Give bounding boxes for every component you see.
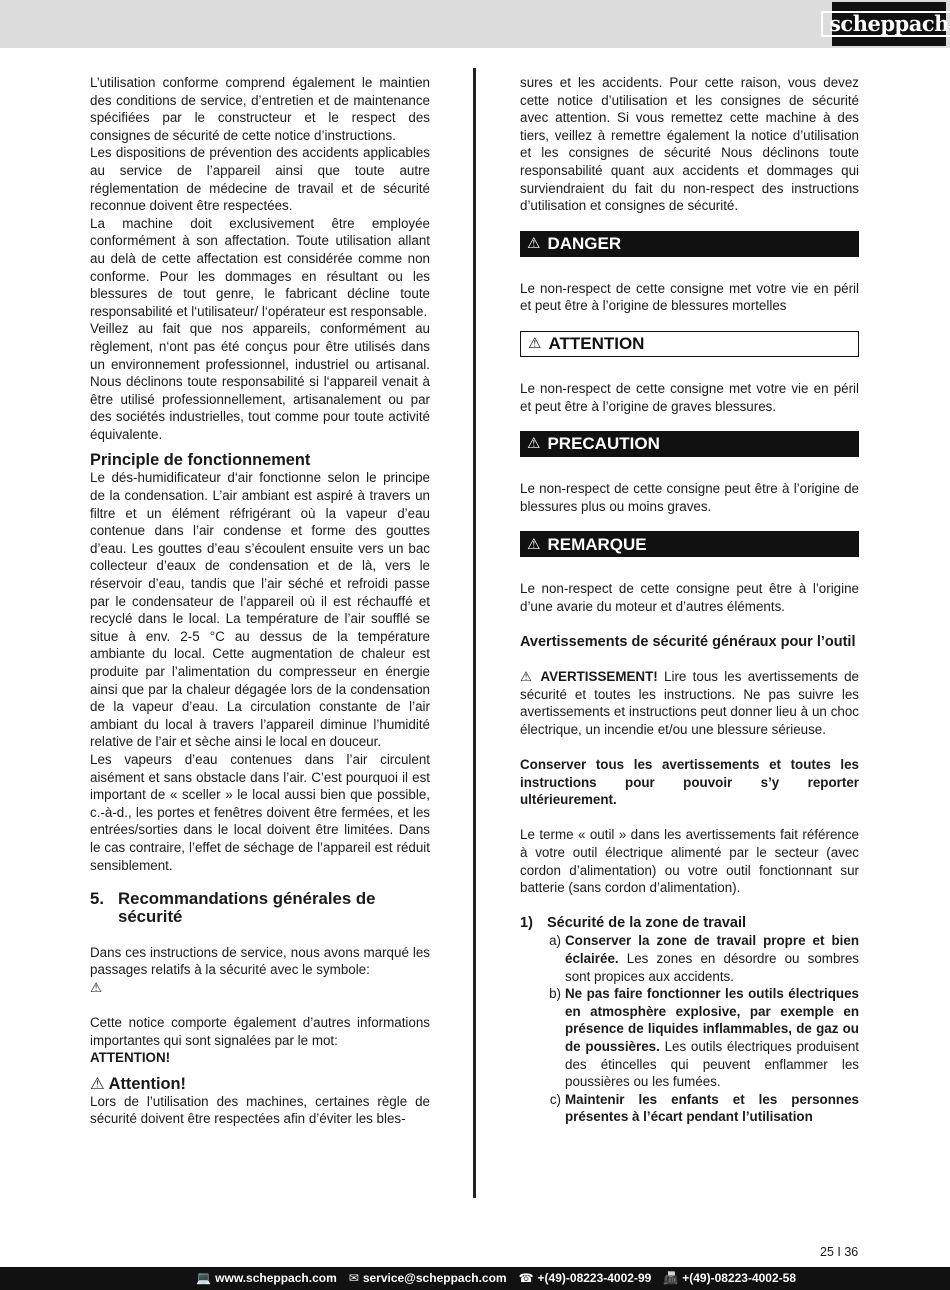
left-column bbox=[90, 74, 430, 1128]
attention-label: ATTENTION bbox=[548, 334, 645, 354]
paragraph: Le non-respect de cette consigne met votre vie en péril et peut être à l’origine de blessures mortelles bbox=[520, 280, 859, 314]
list-letter: c) bbox=[549, 1091, 561, 1107]
paragraph: Le non-respect de cette consigne met votre vie en péril et peut être à l’origine de graves blessures. bbox=[520, 380, 859, 414]
list-letter: a) bbox=[549, 933, 561, 949]
paragraph: Le non-respect de cette consigne peut être à l’origine d’une avarie du moteur et d’autres éléments. bbox=[520, 581, 859, 614]
column-divider bbox=[473, 68, 476, 1198]
danger-label: DANGER bbox=[547, 233, 622, 253]
remarque-label: REMARQUE bbox=[547, 534, 647, 554]
header-band bbox=[0, 0, 950, 48]
paragraph: L’utilisation conforme comprend également le maintien des conditions de service, d’entretien et de maintenance spécifiées par le constructeur et le respect des consignes de sécurité de cette notice d’instructions. bbox=[90, 75, 430, 143]
footer-website[interactable] bbox=[196, 1270, 337, 1288]
list-item bbox=[520, 932, 859, 985]
heading-attention: ⚠ Attention! bbox=[90, 1074, 187, 1093]
warning-icon: ⚠ bbox=[527, 234, 541, 252]
list-item bbox=[520, 985, 859, 1091]
heading-principle: Principle de fonctionnement bbox=[90, 451, 311, 470]
paragraph: sures et les accidents. Pour cette raison, vous devez cette notice d’utilisation et les consignes de sécurité avec attention. Si vous remettez cette machine à des tiers, veillez à remettre également la notice d’utilisation et les consignes de sécurité Nous déclinons toute responsabilité quant aux accidents et dommages qui surviendraient du fait du non-respect des instructions d’utilisation et consignes de sécurité. bbox=[520, 75, 859, 214]
warning-icon: ⚠ bbox=[527, 535, 541, 553]
section-title-text: Recommandations générales de sécurité bbox=[118, 889, 376, 927]
paragraph: Veillez au fait que nos appareils, conformément au règlement, n‘ont pas été conçus pour être utilisés dans un environnement professionnel, industriel ou artisanal. Nous déclinons toute responsabilité si l‘appareil venait à être utilisé professionnellement, artisanalement ou par des sociétés industrielles, tout comme pour toute activité équivalente. bbox=[90, 321, 430, 442]
section-5-title bbox=[90, 890, 430, 926]
heading-general-warnings: Avertissements de sécurité généraux pour l’outil bbox=[520, 633, 856, 650]
remarque-box bbox=[520, 531, 859, 557]
list-body bbox=[565, 932, 859, 985]
phone-icon: ☎ bbox=[518, 1270, 534, 1285]
precaution-box bbox=[520, 431, 859, 457]
fax-icon: 📠 bbox=[663, 1270, 679, 1285]
avertissement-text: Lire tous les avertissements de sécurité et toutes les instructions. Ne pas suivre les avertissements et instructions peut donner lieu à un choc électrique, un incendie et/ou une blessure sérieuse. bbox=[520, 669, 859, 737]
page-number: 25 I 36 bbox=[820, 1245, 859, 1259]
footer-fax bbox=[663, 1270, 796, 1288]
paragraph: Les vapeurs d’eau contenues dans l’air circulent aisément et sans obstacle dans l’air. C’est pourquoi il est important de « sceller » le local aussi bien que possible, c.-à-d., les portes et fenêtres doivent être fermées, et les entrées/sorties dans le local doivent être limitées. Dans le cas contraire, l’effet de séchage de l’appareil est réduit sensiblement. bbox=[90, 751, 430, 873]
list-text: Les outils électriques produisent des étincelles qui peuvent enflammer les poussières ou les fumées. bbox=[565, 1038, 859, 1090]
footer-bar bbox=[0, 1267, 950, 1290]
brand-logo: scheppach bbox=[832, 2, 946, 46]
list-letter: b) bbox=[549, 986, 561, 1002]
danger-box bbox=[520, 231, 859, 257]
section-number: 5. bbox=[90, 889, 104, 909]
paragraph: Cette notice comporte également d’autres informations importantes qui sont signalées par le mot: bbox=[90, 1015, 430, 1048]
list-body bbox=[565, 1091, 859, 1126]
warning-icon: ⚠ bbox=[527, 435, 541, 453]
list-bold: Conserver la zone de travail propre et bien éclairée. bbox=[565, 933, 859, 966]
paragraph bbox=[520, 668, 859, 738]
precaution-label: PRECAUTION bbox=[547, 434, 660, 454]
email-text: service@scheppach.com bbox=[362, 1270, 507, 1285]
right-column bbox=[520, 74, 859, 1126]
warning-icon: ⚠ bbox=[528, 335, 542, 353]
paragraph: Le dés-humidificateur d‘air fonctionne selon le principe de la condensation. L’air ambiant est aspiré à travers un filtre et un élément réfrigérant où la vapeur d’eau contenue dans l’air condense et forme des gouttes d’eau. Les gouttes d’eau s’écoulent ensuite vers un bac collecteur d’eaux de condensation et de là, vers le réservoir d’eau, tandis que l’air séché et refroidi passe par le condensateur de l’appareil où il est réchauffé et recyclé dans le local. La température de l’air soufflé se situe à env. 2-5 °C au dessus de la température ambiante du local. Cette augmentation de chaleur est produite par l’alimentation du compresseur en énergie ainsi que par la chaleur dégagée lors de la condensation de la vapeur d’eau. La circulation constante de l’air ambiant du local à travers l’appareil diminue l’humidité relative de l’air et sèche ainsi le local en douceur. bbox=[90, 470, 430, 750]
footer-email[interactable] bbox=[349, 1270, 507, 1288]
paragraph: Dans ces instructions de service, nous avons marqué les passages relatifs à la sécurité avec le symbole: bbox=[90, 944, 430, 978]
paragraph: Le terme « outil » dans les avertissements fait référence à votre outil électrique alimenté par le secteur (avec cordon d’alimentation) ou votre outil fonctionnant sur batterie (sans cordon d’alimentation). bbox=[520, 827, 859, 896]
subsection-title-text: Sécurité de la zone de travail bbox=[547, 915, 747, 932]
list-body bbox=[565, 985, 859, 1091]
list-bold: Maintenir les enfants et les personnes présentes à l’écart pendant l’utilisation bbox=[565, 1091, 859, 1125]
warning-icon: ⚠ bbox=[90, 979, 103, 995]
computer-icon: 💻 bbox=[196, 1270, 212, 1285]
attention-word: ATTENTION! bbox=[90, 1050, 171, 1066]
paragraph: Le non-respect de cette consigne peut être à l’origine de blessures plus ou moins graves. bbox=[520, 481, 859, 514]
website-text: www.scheppach.com bbox=[215, 1270, 337, 1285]
list-bold: Ne pas faire fonctionner les outils électriques en atmosphère explosive, par exemple en présence de liquides inflammables, de gaz ou de poussières. bbox=[565, 986, 859, 1054]
attention-box bbox=[520, 331, 859, 357]
paragraph: La machine doit exclusivement être employée conformément à son affectation. Toute utilisation allant au delà de cette affectation est considérée comme non conforme. Pour les dommages en résultant ou les blessures de tout genre, le fabricant décline toute responsabilité et l‘utilisateur/ l‘opérateur est responsable. bbox=[90, 215, 430, 319]
list-text: Les zones en désordre ou sombres sont propices aux accidents. bbox=[565, 951, 859, 984]
avertissement-label: ⚠ AVERTISSEMENT! bbox=[520, 669, 658, 685]
paragraph-bold: Conserver tous les avertissements et toutes les instructions pour pouvoir s’y reporter ultérieurement. bbox=[520, 757, 859, 808]
subsection-1-title bbox=[520, 914, 859, 932]
fax-text: +(49)-08223-4002-58 bbox=[682, 1270, 796, 1285]
paragraph: Les dispositions de prévention des accidents applicables au service de l’appareil ainsi que toute autre réglementation de médecine de travail et de sécurité reconnue doivent être respectées. bbox=[90, 145, 430, 214]
footer-phone[interactable] bbox=[519, 1270, 652, 1288]
list-item bbox=[520, 1091, 859, 1126]
paragraph: Lors de l’utilisation des machines, certaines règle de sécurité doivent être respectées afin d’éviter les bles- bbox=[90, 1093, 430, 1127]
mail-icon: ✉ bbox=[348, 1270, 359, 1285]
phone-text: +(49)-08223-4002-99 bbox=[537, 1270, 652, 1285]
subsection-number: 1) bbox=[520, 915, 533, 932]
